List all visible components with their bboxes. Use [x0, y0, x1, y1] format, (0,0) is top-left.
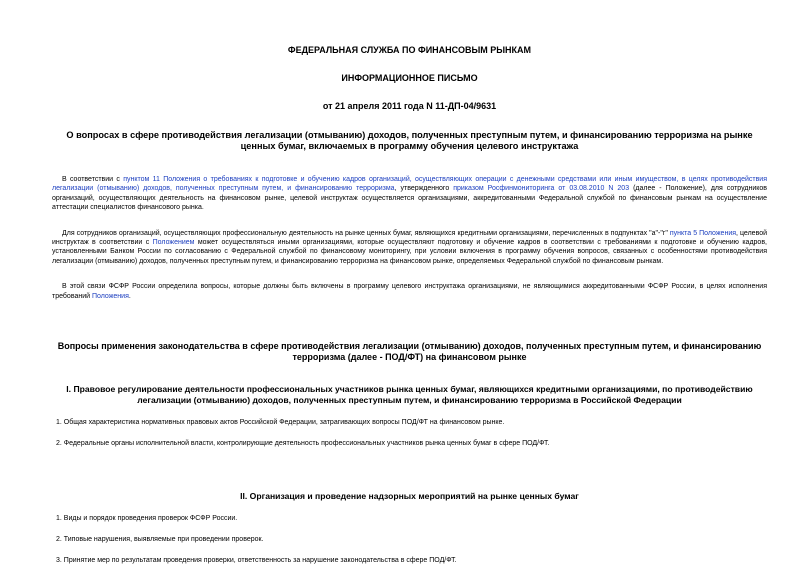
paragraph-text: . — [128, 292, 131, 300]
list-item: 3. Принятие мер по результатам проведения проверки, ответственность за нарушение законодательства в сфере ПОД/ФТ. — [56, 557, 457, 565]
paragraph-text: , целевой инструктаж в соответствии с — [52, 229, 768, 247]
list-item: 1. Общая характеристика нормативных правовых актов Российской Федерации, затрагивающих вопросы ПОД/ФТ на финансовом рынке. — [56, 419, 505, 427]
list-item: 1. Виды и порядок проведения проверок ФСФР России. — [56, 515, 238, 523]
document-type: ИНФОРМАЦИОННОЕ ПИСЬМО — [341, 73, 478, 83]
chapter-2-title: II. Организация и проведение надзорных мероприятий на рынке ценных бумаг — [240, 491, 579, 502]
section-title: Вопросы применения законодательства в сфере противодействия легализации (отмыванию) доходов, полученных преступным путем, и финансированию терроризма (далее - ПОД/ФТ) на финансовом рынке — [57, 341, 762, 363]
link-regulation-requirements[interactable]: Положения — [91, 292, 129, 300]
link-point-11-regulation[interactable]: пунктом 11 Положения о требованиях к подготовке и обучению кадров организаций, осуществляющих операции с денежными средствами или иным имуществом, в целях противодействия легализации (отмыванию) доходов, полученных преступным путем, и финансированию терроризма — [52, 176, 767, 193]
paragraph-1 — [52, 175, 767, 213]
link-regulation[interactable]: Положением — [152, 239, 195, 247]
link-rosfinmonitoring-order[interactable]: приказом Росфинмониторинга от 03.08.2010 N 203 — [453, 185, 630, 193]
paragraph-text: Для сотрудников организаций, осуществляющих профессиональную деятельность на рынке ценных бумаг, являющихся кредитными организациями, перечисленных в подпунктах "а"-"г" — [62, 229, 670, 237]
paragraph-text: В соответствии с — [62, 176, 124, 183]
paragraph-2 — [52, 229, 767, 267]
list-item: 2. Федеральные органы исполнительной власти, контролирующие деятельность профессиональных участников рынка ценных бумаг в сфере ПОД/ФТ. — [56, 440, 550, 448]
paragraph-3 — [52, 282, 767, 301]
document-date-number: от 21 апреля 2011 года N 11-ДП-04/9631 — [322, 101, 497, 111]
link-point-5-regulation[interactable]: пункта 5 Положения — [669, 229, 737, 237]
paragraph-text: может осуществляться иными организациями, которые осуществляют подготовку и обучение кадров в соответствии с требованиями к подготовке и обучению кадров, установленными Банком России по согласованию с Федеральной службой по финансовому мониторингу, при условии включения в программу обучения вопросов, связанных с особенностями противодействия легализации (отмыванию) доходов, полученных преступным путем, и финансированию терроризма на финансовом рынке, определяемых Федеральной службой по финансовым рынкам. — [52, 239, 767, 265]
paragraph-text: (далее - Положение), для сотрудников организаций, осуществляющих деятельность на финансовом рынке, целевой инструктаж осуществляется организациями, аккредитованными Федеральной службой по финансовым рынкам на осуществление аттестации специалистов финансового рынка. — [52, 185, 768, 212]
list-item: 2. Типовые нарушения, выявляемые при проведении проверок. — [56, 536, 264, 544]
chapter-1-title: I. Правовое регулирование деятельности профессиональных участников рынка ценных бумаг, являющихся кредитными организациями, по противодействию легализации (отмыванию) доходов, полученных преступным путем, и финансированию терроризма в Российской Федерации — [66, 384, 753, 406]
agency-name: ФЕДЕРАЛЬНАЯ СЛУЖБА ПО ФИНАНСОВЫМ РЫНКАМ — [287, 45, 532, 55]
paragraph-text: , утвержденного — [394, 185, 454, 193]
paragraph-text: В этой связи ФСФР России определила вопросы, которые должны быть включены в программу целевого инструктажа организациями, не являющимися аккредитованными ФСФР России, в целях исполнения требований — [52, 283, 767, 300]
document-subject: О вопросах в сфере противодействия легализации (отмыванию) доходов, полученных преступным путем, и финансированию терроризма на рынке ценных бумаг, включаемых в программу обучения целевого инструктажа — [66, 130, 753, 151]
